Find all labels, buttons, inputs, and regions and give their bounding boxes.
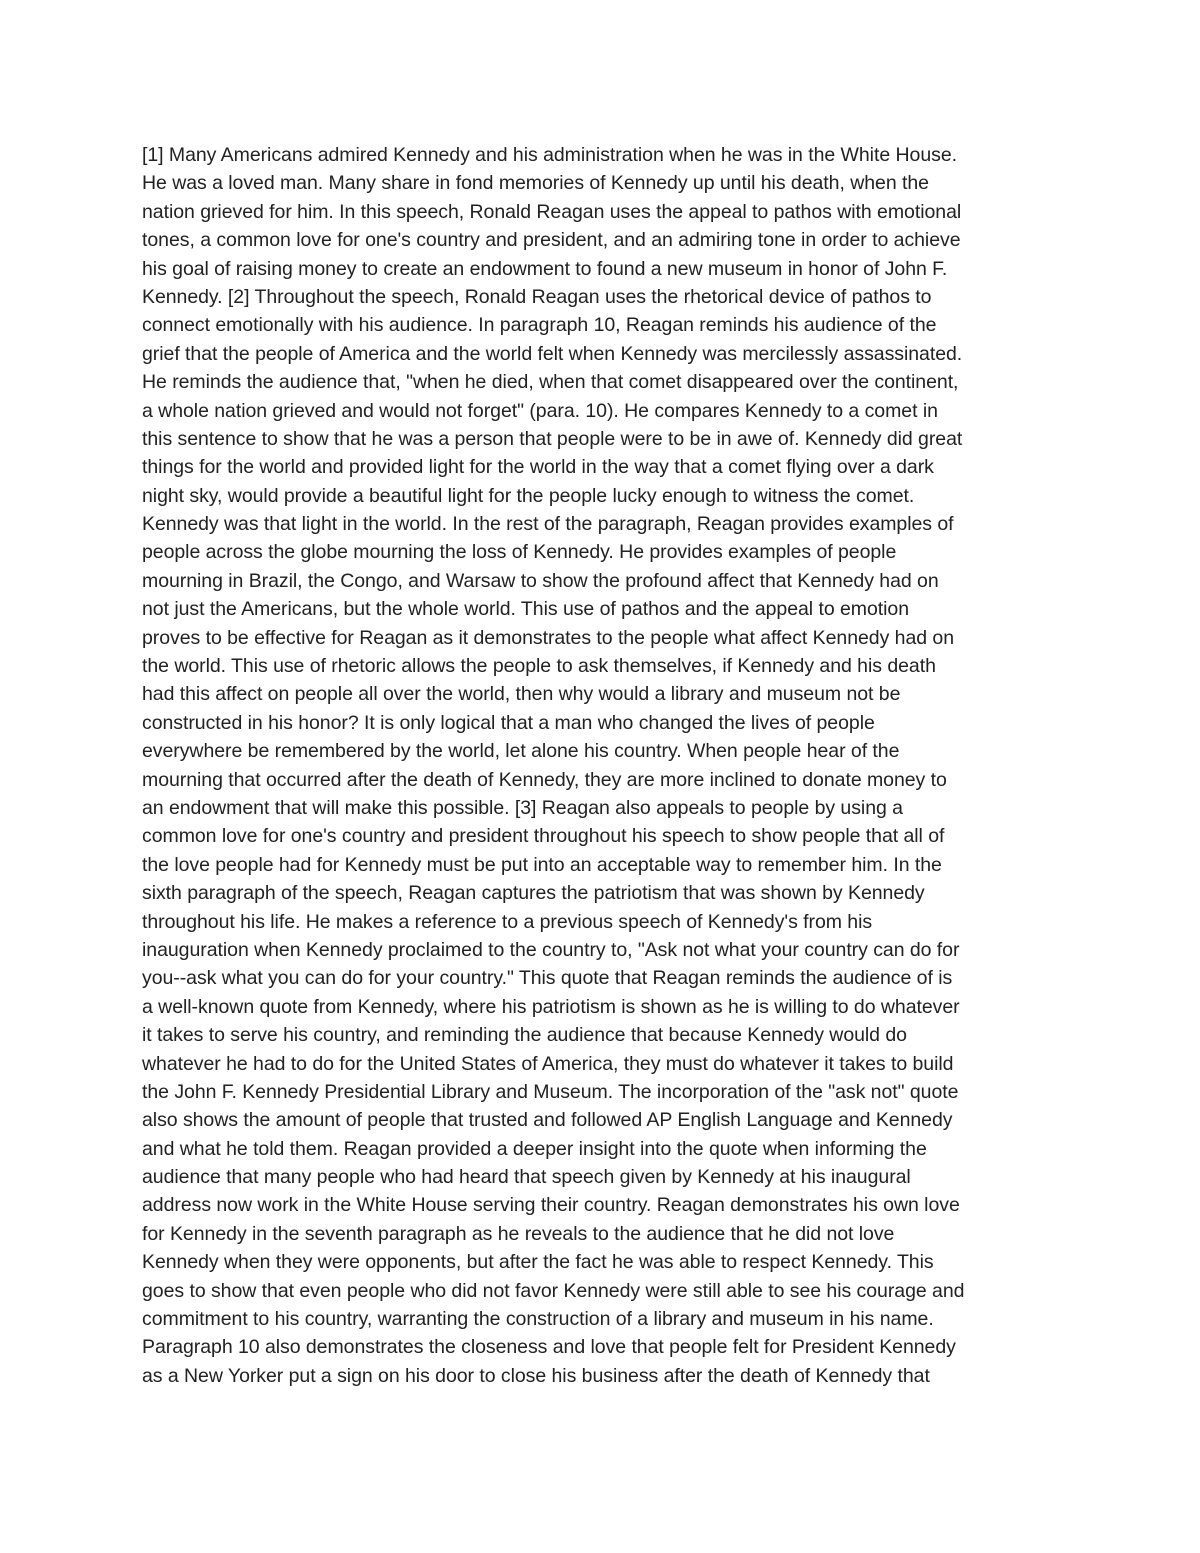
- text-line: mourning that occurred after the death of Kennedy, they are more inclined to donate money to: [142, 768, 947, 791]
- text-line: goes to show that even people who did not favor Kennedy were still able to see his courage and: [142, 1279, 965, 1302]
- text-line: [1] Many Americans admired Kennedy and his administration when he was in the White House.: [142, 144, 957, 166]
- text-line: connect emotionally with his audience. In paragraph 10, Reagan reminds his audience of the: [142, 314, 937, 337]
- text-line: and what he told them. Reagan provided a deeper insight into the quote when informing the: [142, 1137, 927, 1160]
- text-line: an endowment that will make this possible. [3] Reagan also appeals to people by using a: [142, 796, 903, 819]
- text-line: Paragraph 10 also demonstrates the closeness and love that people felt for President Kennedy: [142, 1336, 956, 1359]
- text-line: nation grieved for him. In this speech, Ronald Reagan uses the appeal to pathos with emotional: [142, 200, 962, 223]
- text-line: this sentence to show that he was a person that people were to be in awe of. Kennedy did great: [142, 427, 963, 450]
- text-line: a whole nation grieved and would not forget" (para. 10). He compares Kennedy to a comet in: [142, 399, 938, 422]
- text-line: people across the globe mourning the loss of Kennedy. He provides examples of people: [142, 541, 897, 564]
- text-line: it takes to serve his country, and reminding the audience that because Kennedy would do: [142, 1024, 907, 1047]
- essay-body: [142, 141, 1072, 1390]
- text-line: address now work in the White House serving their country. Reagan demonstrates his own love: [142, 1194, 960, 1217]
- text-line: a well-known quote from Kennedy, where his patriotism is shown as he is willing to do whatever: [142, 995, 960, 1018]
- text-line: tones, a common love for one's country and president, and an admiring tone in order to achieve: [142, 229, 961, 252]
- text-line: grief that the people of America and the world felt when Kennedy was mercilessly assassinated.: [142, 342, 963, 365]
- text-line: He reminds the audience that, "when he died, when that comet disappeared over the continent,: [142, 371, 959, 394]
- text-line: whatever he had to do for the United States of America, they must do whatever it takes to build: [142, 1052, 954, 1075]
- text-line: for Kennedy in the seventh paragraph as he reveals to the audience that he did not love: [142, 1222, 895, 1245]
- text-line: night sky, would provide a beautiful light for the people lucky enough to witness the comet.: [142, 484, 915, 507]
- text-line: everywhere be remembered by the world, let alone his country. When people hear of the: [142, 740, 900, 763]
- text-line: throughout his life. He makes a reference to a previous speech of Kennedy's from his: [142, 910, 873, 933]
- text-line: Kennedy was that light in the world. In the rest of the paragraph, Reagan provides examples of: [142, 513, 954, 536]
- text-line: the John F. Kennedy Presidential Library and Museum. The incorporation of the "ask not" quote: [142, 1080, 959, 1103]
- text-line: mourning in Brazil, the Congo, and Warsaw to show the profound affect that Kennedy had on: [142, 569, 939, 592]
- text-line: you--ask what you can do for your country." This quote that Reagan reminds the audience of is: [142, 967, 953, 990]
- text-line: constructed in his honor? It is only logical that a man who changed the lives of people: [142, 711, 875, 734]
- text-line: the world. This use of rhetoric allows the people to ask themselves, if Kennedy and his death: [142, 655, 936, 678]
- text-line: had this affect on people all over the world, then why would a library and museum not be: [142, 683, 901, 706]
- text-line: also shows the amount of people that trusted and followed AP English Language and Kennedy: [142, 1109, 953, 1132]
- text-line: proves to be effective for Reagan as it demonstrates to the people what affect Kennedy had on: [142, 626, 954, 649]
- text-line: sixth paragraph of the speech, Reagan captures the patriotism that was shown by Kennedy: [142, 882, 925, 905]
- text-line: audience that many people who had heard that speech given by Kennedy at his inaugural: [142, 1166, 911, 1189]
- text-line: common love for one's country and president throughout his speech to show people that all of: [142, 825, 945, 848]
- text-line: not just the Americans, but the whole world. This use of pathos and the appeal to emotion: [142, 598, 910, 621]
- text-line: commitment to his country, warranting the construction of a library and museum in his name.: [142, 1308, 934, 1331]
- text-line: Kennedy. [2] Throughout the speech, Ronald Reagan uses the rhetorical device of pathos to: [142, 285, 932, 308]
- text-line: things for the world and provided light for the world in the way that a comet flying over a dark: [142, 456, 934, 479]
- text-line: the love people had for Kennedy must be put into an acceptable way to remember him. In the: [142, 853, 942, 876]
- text-line: inauguration when Kennedy proclaimed to the country to, "Ask not what your country can do for: [142, 938, 960, 961]
- text-line: Kennedy when they were opponents, but after the fact he was able to respect Kennedy. This: [142, 1251, 934, 1274]
- text-line: as a New Yorker put a sign on his door to close his business after the death of Kennedy that: [142, 1364, 930, 1387]
- text-line: He was a loved man. Many share in fond memories of Kennedy up until his death, when the: [142, 172, 929, 195]
- text-line: his goal of raising money to create an endowment to found a new museum in honor of John F.: [142, 257, 948, 280]
